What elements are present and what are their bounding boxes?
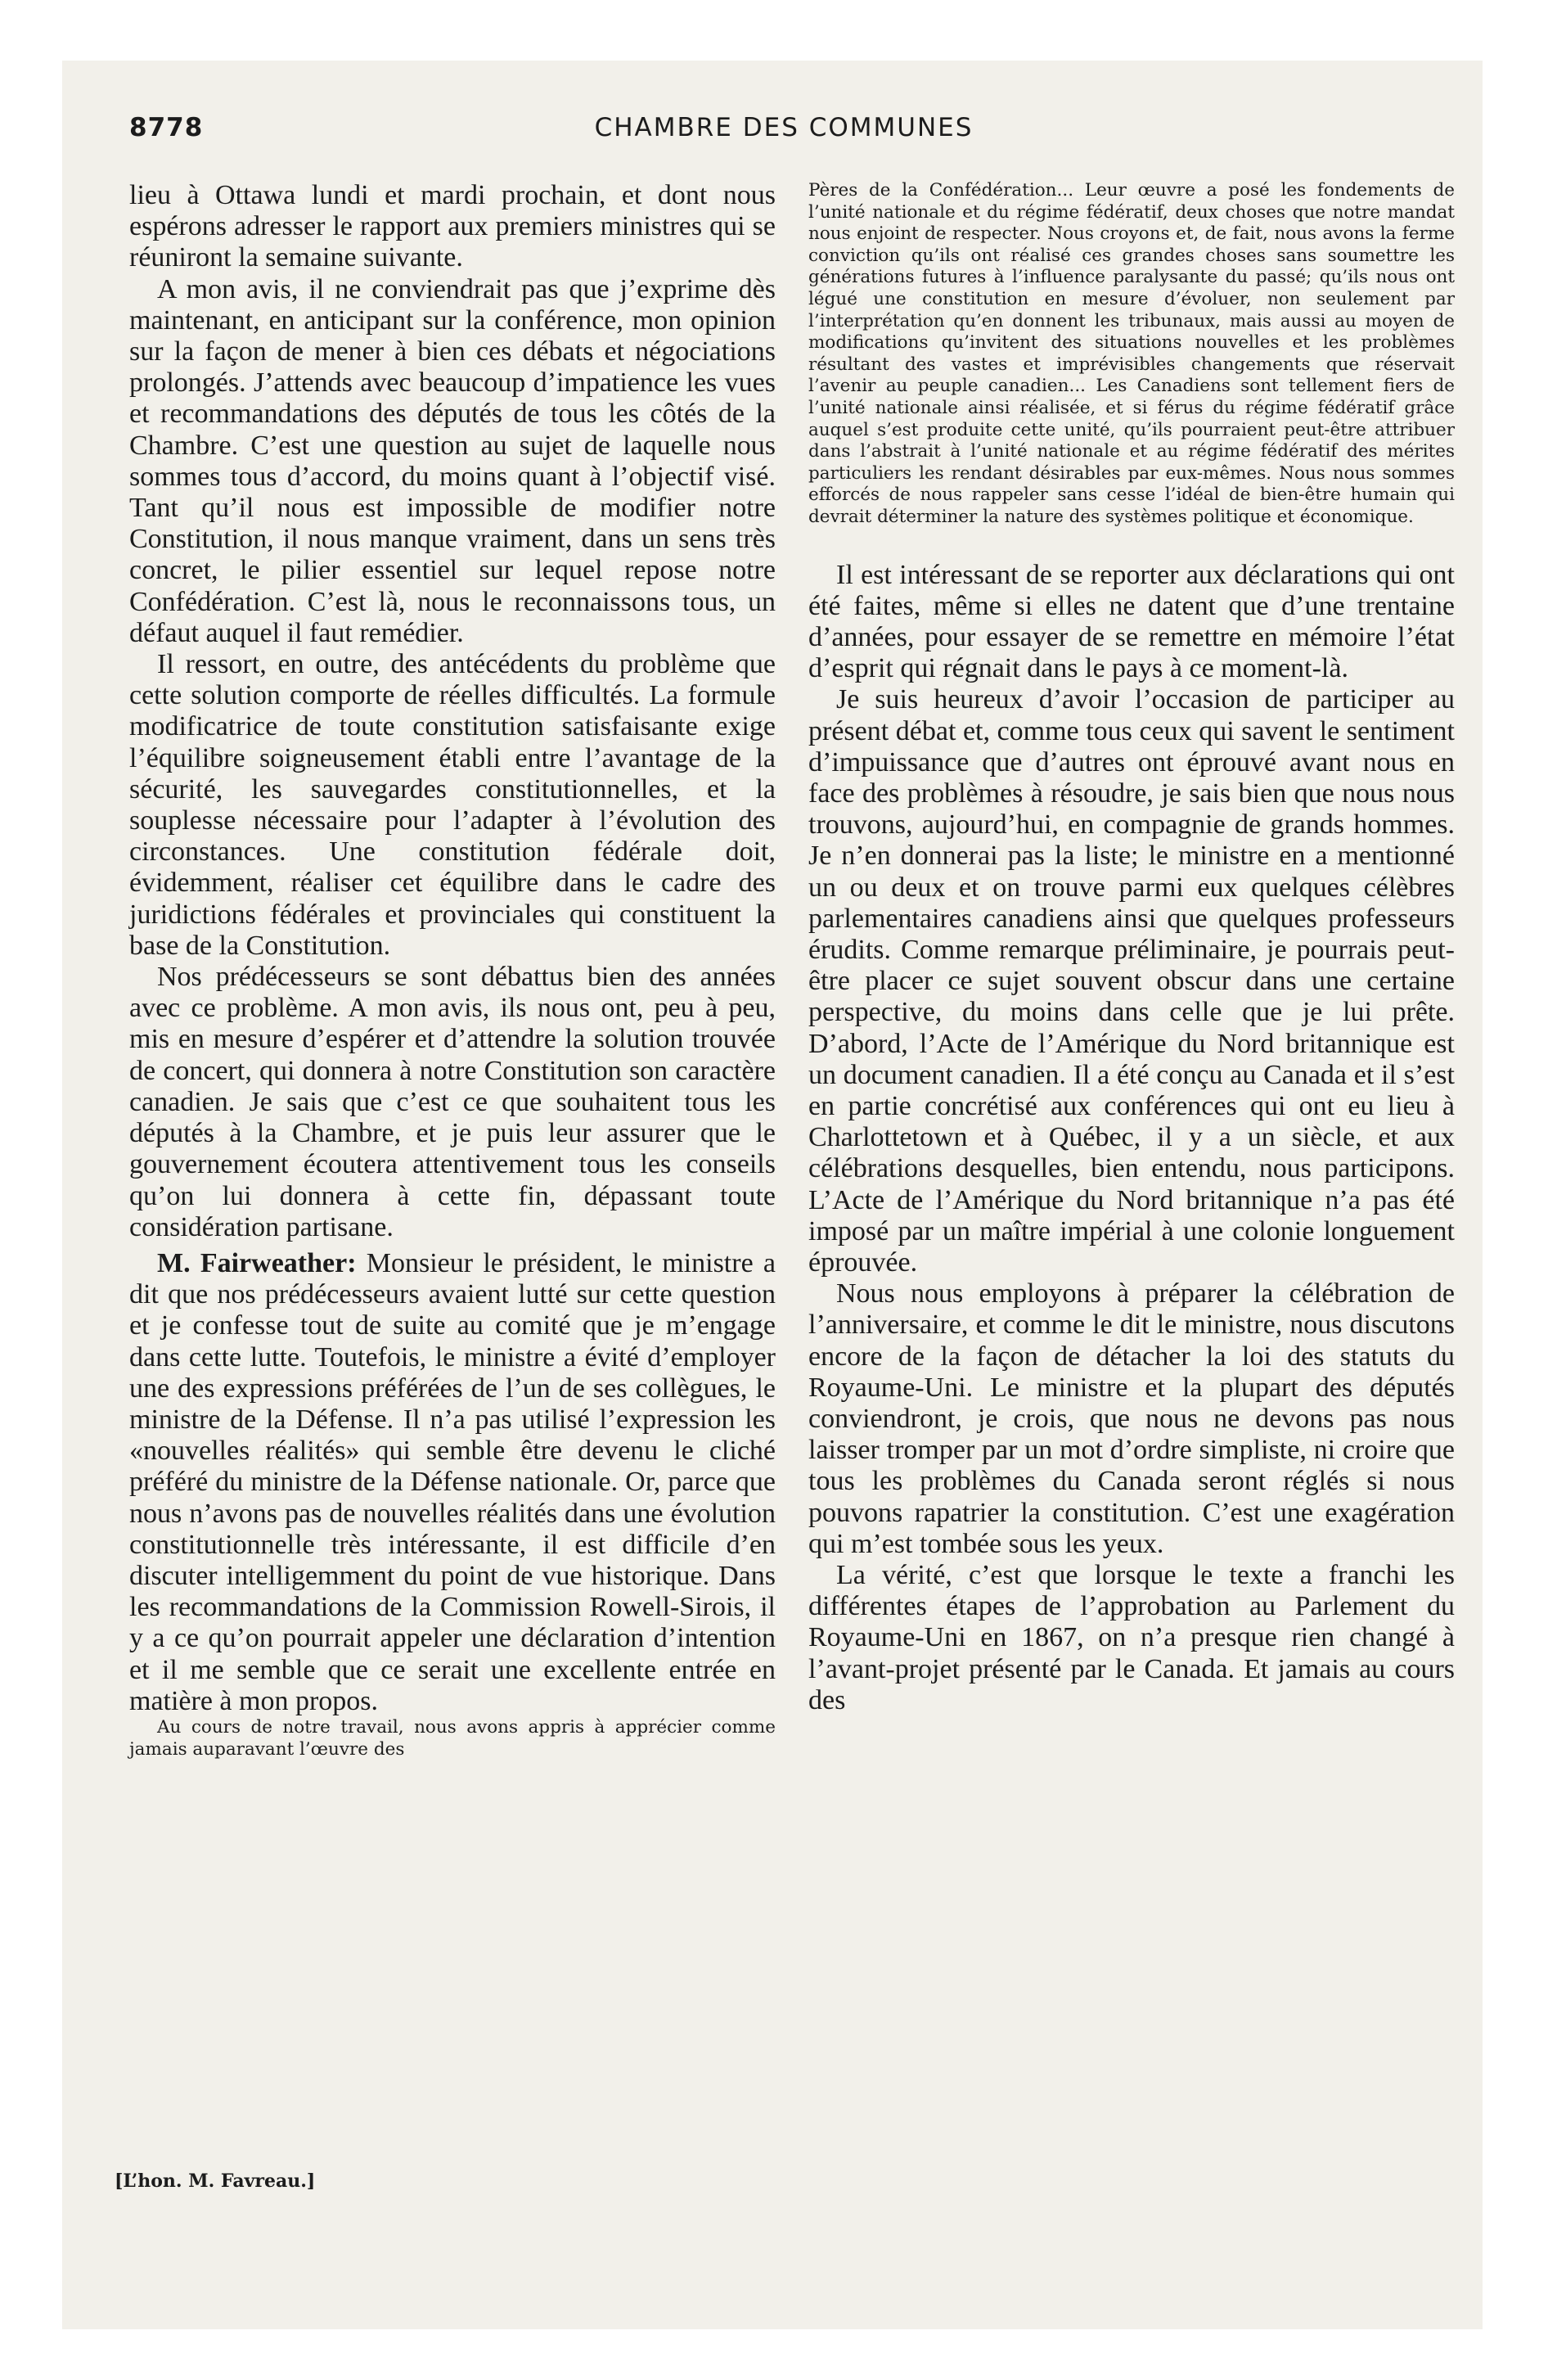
right-paragraph-4: La vérité, c’est que lorsque le texte a franchi les différentes étapes de l’approbation au Parlement du Royaume-Uni en 1867, on n’a presque rien changé à l’avant-projet présenté par le Canada. Et jamais au cours des bbox=[808, 1560, 1455, 1715]
page-header bbox=[129, 113, 1438, 151]
spacer bbox=[808, 529, 1455, 560]
page-number: 8778 bbox=[129, 113, 204, 142]
right-paragraph-1: Il est intéressant de se reporter aux déclarations qui ont été faites, même si elles ne datent que d’une trentaine d’années, pour essayer de se remettre en mémoire l’état d’esprit qui régnait dans le pays à ce moment-là. bbox=[808, 559, 1455, 684]
right-column bbox=[808, 180, 1455, 1716]
speech-fairweather bbox=[129, 1248, 776, 1717]
left-paragraph-4: Nos prédécesseurs se sont débattus bien des années avec ce problème. A mon avis, ils nous ont, peu à peu, mis en mesure d’espérer et d’attendre la solution trouvée de concert, qui donnera à notre Constitution son caractère canadien. Je sais que c’est ce que souhaitent tous les députés à la Chambre, et je puis leur assurer que le gouvernement écoutera attentivement tous les conseils qu’on lui donnera à cette fin, dépassant toute considération partisane. bbox=[129, 962, 776, 1242]
speech-text: Monsieur le président, le ministre a dit que nos prédécesseurs avaient lutté sur cette question et je confesse tout de suite au comité que je m’engage dans cette lutte. Toutefois, le ministre a évité d’employer une des expressions préférées de l’un de ses collègues, le ministre de la Défense. Il n’a pas utilisé l’expression les «nouvelles réalités» qui semble être devenu le cliché préféré du ministre de la Défense nationale. Or, parce que nous n’avons pas de nouvelles réalités dans une évolution constitutionnelle très intéressante, il est difficile d’en discuter intelligemment du point de vue historique. Dans les recommandations de la Commission Rowell-Sirois, il y a ce qu’on pourrait appeler une déclaration d’intention et il me semble que ce serait une excellente entrée en matière à mon propos. bbox=[129, 1247, 776, 1716]
left-paragraph-3: Il ressort, en outre, des antécédents du problème que cette solution comporte de réelles difficultés. La formule modificatrice de toute constitution satisfaisante exige l’équilibre soigneusement établi entre l’avantage de la sécurité, les sauvegardes constitutionnelles, et la souplesse nécessaire pour l’adapter à l’évolution des circonstances. Une constitution fédérale doit, évidemment, réaliser cet équilibre dans le cadre des juridictions fédérales et provinciales qui constituent la base de la Constitution. bbox=[129, 649, 776, 961]
speaker-name: M. Fairweather: bbox=[157, 1247, 357, 1278]
right-paragraph-2: Je suis heureux d’avoir l’occasion de participer au présent débat et, comme tous ceux qui savent le sentiment d’impuissance que d’autres ont éprouvé avant nous en face des problèmes à résoudre, je sais bien que nous nous trouvons, aujourd’hui, en compagnie de grands hommes. Je n’en donnerai pas la liste; le ministre en a mentionné un ou deux et on trouve parmi eux quelques célèbres parlementaires canadiens ainsi que quelques professeurs érudits. Comme remarque préliminaire, je pourrais peut-être placer ce sujet souvent obscur dans une certaine perspective, du moins dans celle que je lui prête. D’abord, l’Acte de l’Amérique du Nord britannique est un document canadien. Il a été conçu au Canada et il s’est en partie concrétisé aux conférences qui ont eu lieu à Charlottetown et à Québec, il y a un siècle, et aux célébrations desquelles, bien entendu, nous participons. L’Acte de l’Amérique du Nord britannique n’a pas été imposé par un maître impérial à une colonie longuement éprouvée. bbox=[808, 684, 1455, 1278]
left-paragraph-2: A mon avis, il ne conviendrait pas que j’exprime dès maintenant, en anticipant sur la conférence, mon opinion sur la façon de mener à bien ces débats et négociations prolongés. J’attends avec beaucoup d’impatience les vues et recommandations des députés de tous les côtés de la Chambre. C’est une question au sujet de laquelle nous sommes tous d’accord, du moins quant à l’objectif visé. Tant qu’il nous est impossible de modifier notre Constitution, il nous manque vraiment, dans un sens très concret, le pilier essentiel sur lequel repose notre Confédération. C’est là, nous le reconnaissons tous, un défaut auquel il faut remédier. bbox=[129, 273, 776, 648]
left-paragraph-1: lieu à Ottawa lundi et mardi prochain, et dont nous espérons adresser le rapport aux premiers ministres qui se réuniront la semaine suivante. bbox=[129, 180, 776, 273]
footer-attribution: [L’hon. M. Favreau.] bbox=[115, 2170, 316, 2192]
right-quote-block: Pères de la Confédération... Leur œuvre a posé les fondements de l’unité nationale et du régime fédératif, deux choses que notre mandat nous enjoint de respecter. Nous croyons et, de fait, nous avons la ferme conviction qu’ils ont réalisé ces grandes choses sans soumettre les générations futures à l’influence paralysante du passé; qu’ils nous ont légué une constitution en mesure d’évoluer, non seulement par l’interprétation qu’en donnent les tribunaux, mais aussi au moyen de modifications qu’invitent des situations nouvelles et les problèmes résultant des vastes et imprévisibles changements que réservait l’avenir au peuple canadien... Les Canadiens sont tellement fiers de l’unité nationale ainsi réalisée, et si férus du régime fédératif grâce auquel s’est produite cette unité, qu’ils pourraient peut-être attribuer dans l’abstrait à l’unité nationale et au régime fédératif des mérites particuliers les rendant désirables par eux-mêmes. Nous nous sommes efforcés de nous rappeler sans cesse l’idéal de bien-être humain qui devrait déterminer la nature des systèmes politique et économique. bbox=[808, 180, 1455, 527]
left-quote-block: Au cours de notre travail, nous avons appris à apprécier comme jamais auparavant l’œuvre des bbox=[129, 1716, 776, 1760]
page-sheet bbox=[62, 61, 1483, 2329]
right-paragraph-3: Nous nous employons à préparer la célébration de l’anniversaire, et comme le dit le ministre, nous discutons encore de la façon de détacher la loi des statuts du Royaume-Uni. Le ministre et la plupart des députés conviendront, je crois, que nous ne devons pas nous laisser tromper par un mot d’ordre simpliste, ni croire que tous les problèmes du Canada seront réglés si nous pouvons rapatrier la constitution. C’est une exagération qui m’est tombée sous les yeux. bbox=[808, 1278, 1455, 1559]
left-column bbox=[129, 180, 776, 1760]
running-title: CHAMBRE DES COMMUNES bbox=[594, 113, 974, 142]
